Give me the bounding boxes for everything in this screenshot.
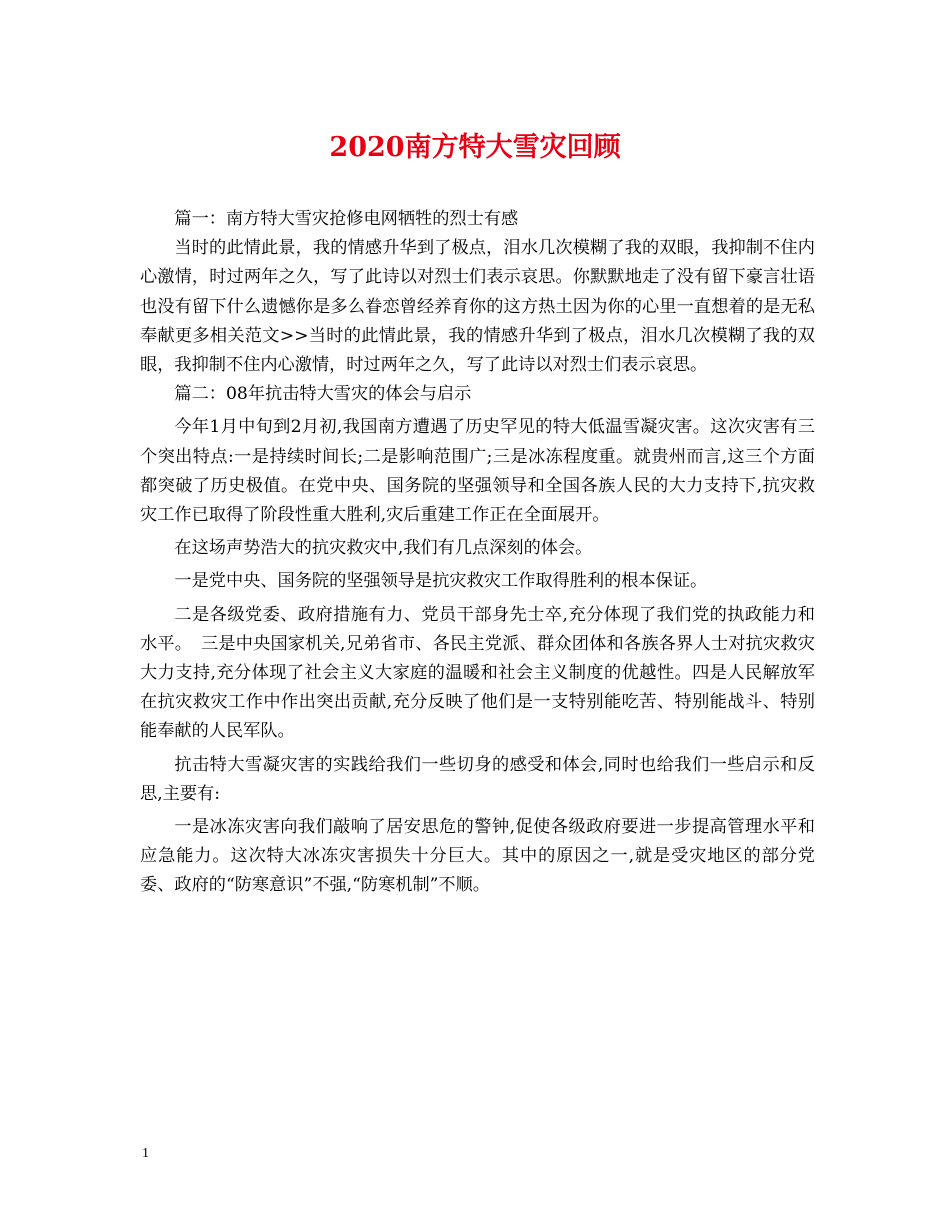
document-title: 2020南方特大雪灾回顾 (329, 132, 621, 163)
paragraph: 抗击特大雪凝灾害的实践给我们一些切身的感受和体会,同时也给我们一些启示和反思,主要有: (140, 754, 815, 804)
paragraph: 今年1月中旬到2月初,我国南方遭遇了历史罕见的特大低温雪凝灾害。这次灾害有三个突出特点:一是持续时间长;二是影响范围广;三是冰冻程度重。就贵州而言,这三个方面都突破了历史极值。在党中央、国务院的坚强领导和全国各族人民的大力支持下,抗灾救灾工作已取得了阶段性重大胜利,灾后重建工作正在全面展开。 (140, 417, 815, 526)
page-number: 1 (142, 1146, 149, 1161)
paragraph: 当时的此情此景，我的情感升华到了极点，泪水几次模糊了我的双眼，我抑制不住内心激情，时过两年之久，写了此诗以对烈士们表示哀思。你默默地走了没有留下豪言壮语也没有留下什么遗憾你是多么眷恋曾经养育你的这方热土因为你的心里一直想着的是无私奉献更多相关范文>>当时的此情此景，我的情感升华到了极点，泪水几次模糊了我的双眼，我抑制不住内心激情，时过两年之久，写了此诗以对烈士们表示哀思。 (140, 238, 815, 376)
section-heading-2: 篇二：08年抗击特大雪灾的体会与启示 (174, 384, 472, 405)
paragraph: 在这场声势浩大的抗灾救灾中,我们有几点深刻的体会。 (174, 538, 593, 559)
paragraph: 一是党中央、国务院的坚强领导是抗灾救灾工作取得胜利的根本保证。 (174, 571, 708, 592)
paragraph: 二是各级党委、政府措施有力、党员干部身先士卒,充分体现了我们党的执政能力和水平。 三是中央国家机关,兄弟省市、各民主党派、群众团体和各族各界人士对抗灾救灾大力支持,充分体现了社会主义大家庭的温暖和社会主义制度的优越性。四是人民解放军在抗灾救灾工作中作出突出贡献,充分反映了他们是一支特别能吃苦、特别能战斗、特别能奉献的人民军队。 (140, 604, 815, 742)
section-heading-1: 篇一：南方特大雪灾抢修电网牺牲的烈士有感 (174, 209, 519, 229)
document-body (140, 205, 815, 901)
paragraph: 一是冰冻灾害向我们敲响了居安思危的警钟,促使各级政府要进一步提高管理水平和应急能力。这次特大冰冻灾害损失十分巨大。其中的原因之一,就是受灾地区的部分党委、政府的“防寒意识”不强,“防寒机制”不顺。 (140, 817, 815, 896)
